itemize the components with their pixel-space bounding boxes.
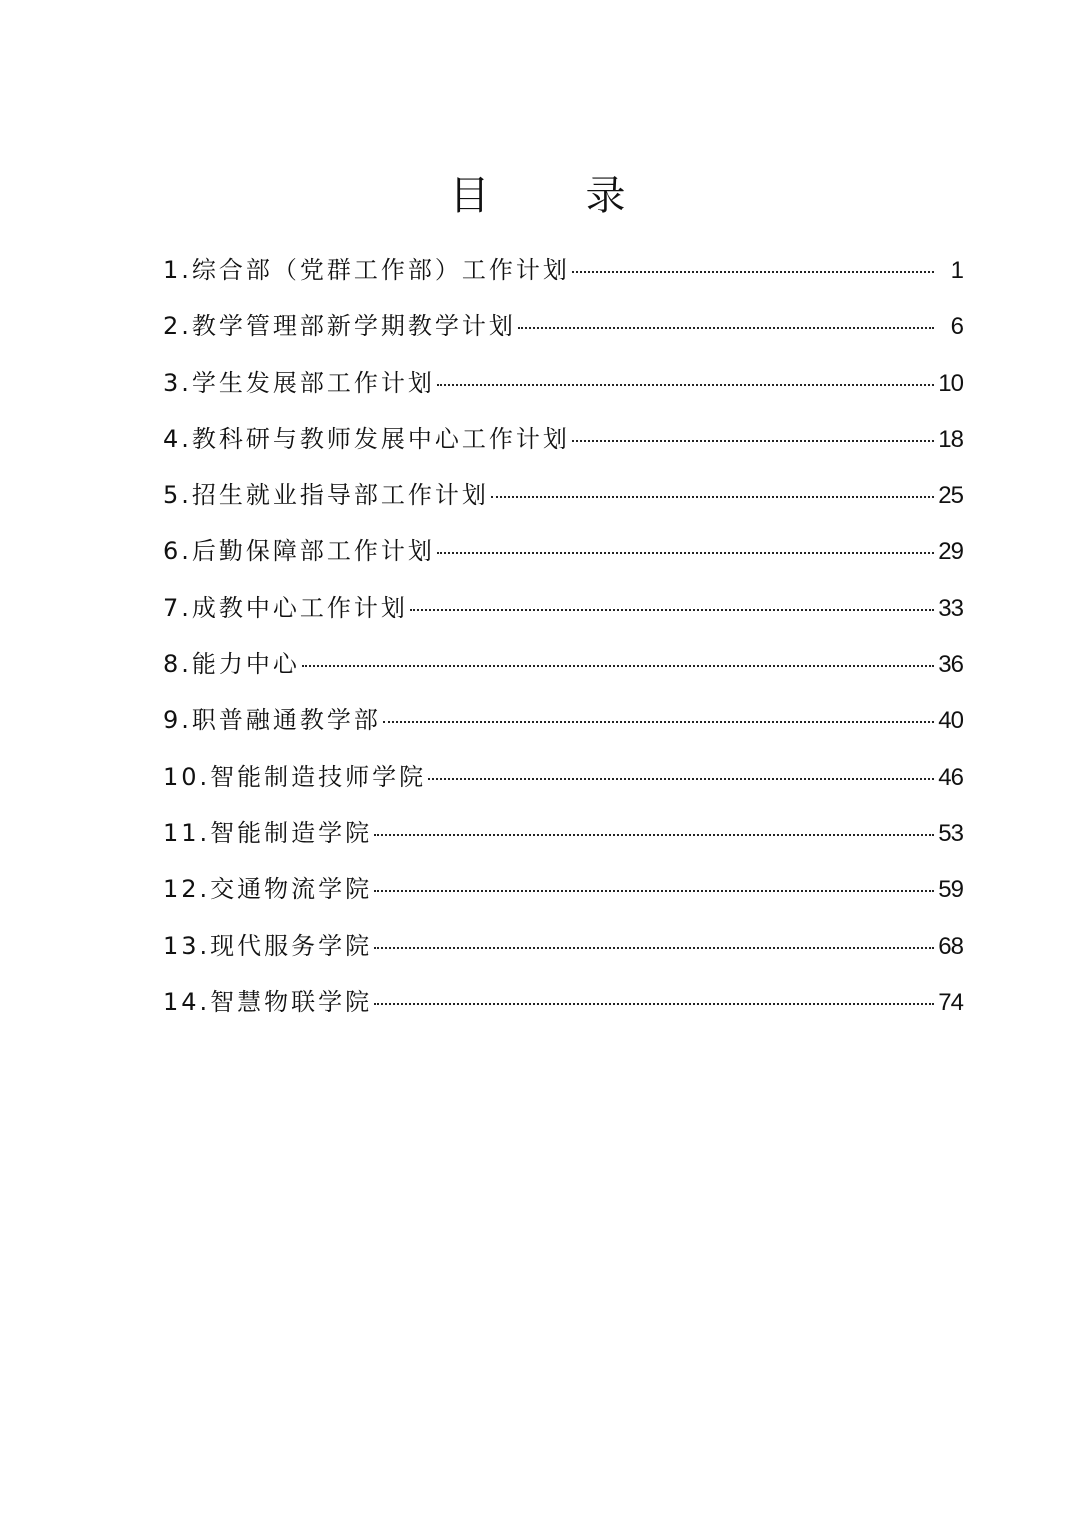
toc-entry-label: 12.交通物流学院 (163, 875, 373, 904)
toc-title (0, 168, 1075, 224)
toc-entry[interactable] (163, 531, 963, 587)
toc-entry-page: 36 (938, 651, 963, 679)
toc-entry-label: 9.职普融通教学部 (163, 706, 381, 735)
toc-entry-page: 46 (938, 763, 963, 791)
toc-entry-label: 8.能力中心 (163, 650, 300, 679)
toc-leader-dots (383, 721, 934, 723)
toc-entry-label: 6.后勤保障部工作计划 (163, 537, 435, 566)
toc-leader-dots (518, 327, 934, 329)
toc-entry-page: 33 (938, 594, 963, 622)
toc-entry[interactable] (163, 982, 963, 1038)
toc-leader-dots (572, 271, 934, 273)
toc-leader-dots (410, 609, 934, 611)
toc-entry[interactable] (163, 926, 963, 982)
toc-list (163, 250, 963, 1038)
toc-entry[interactable] (163, 644, 963, 700)
toc-leader-dots (491, 496, 934, 498)
toc-entry[interactable] (163, 363, 963, 419)
toc-entry[interactable] (163, 475, 963, 531)
toc-entry-page: 29 (938, 538, 963, 566)
toc-entry[interactable] (163, 250, 963, 306)
toc-entry-label: 14.智慧物联学院 (163, 987, 373, 1016)
toc-entry[interactable] (163, 588, 963, 644)
toc-entry[interactable] (163, 700, 963, 756)
toc-entry-page: 74 (938, 988, 963, 1016)
toc-leader-dots (374, 834, 934, 836)
toc-entry-page: 18 (938, 425, 963, 453)
toc-entry-label: 13.现代服务学院 (163, 931, 373, 960)
toc-entry-page: 6 (950, 313, 963, 341)
toc-leader-dots (572, 440, 934, 442)
toc-leader-dots (374, 1003, 934, 1005)
toc-leader-dots (437, 384, 934, 386)
toc-leader-dots (302, 665, 934, 667)
toc-leader-dots (428, 778, 934, 780)
toc-entry-label: 1.综合部（党群工作部）工作计划 (163, 256, 570, 284)
toc-leader-dots (374, 947, 934, 949)
toc-entry[interactable] (163, 813, 963, 869)
toc-entry-label: 5.招生就业指导部工作计划 (163, 481, 489, 510)
toc-entry[interactable] (163, 869, 963, 925)
toc-entry[interactable] (163, 419, 963, 475)
toc-entry[interactable] (163, 306, 963, 362)
toc-entry[interactable] (163, 757, 963, 813)
toc-title-char-1: 目 (449, 173, 490, 219)
toc-leader-dots (437, 552, 934, 554)
toc-entry-page: 10 (938, 369, 963, 397)
toc-entry-page: 53 (938, 819, 963, 847)
toc-entry-page: 59 (938, 876, 963, 904)
toc-entry-label: 4.教科研与教师发展中心工作计划 (163, 424, 570, 453)
toc-title-char-2: 录 (585, 173, 626, 219)
toc-entry-label: 2.教学管理部新学期教学计划 (163, 312, 516, 341)
toc-entry-page: 40 (938, 707, 963, 735)
toc-entry-page: 68 (938, 932, 963, 960)
toc-leader-dots (374, 890, 934, 892)
toc-entry-page: 1 (950, 257, 963, 284)
toc-entry-page: 25 (938, 482, 963, 510)
toc-entry-label: 3.学生发展部工作计划 (163, 368, 435, 397)
toc-entry-label: 7.成教中心工作计划 (163, 593, 408, 622)
toc-entry-label: 10.智能制造技师学院 (163, 762, 427, 791)
toc-entry-label: 11.智能制造学院 (163, 818, 373, 847)
